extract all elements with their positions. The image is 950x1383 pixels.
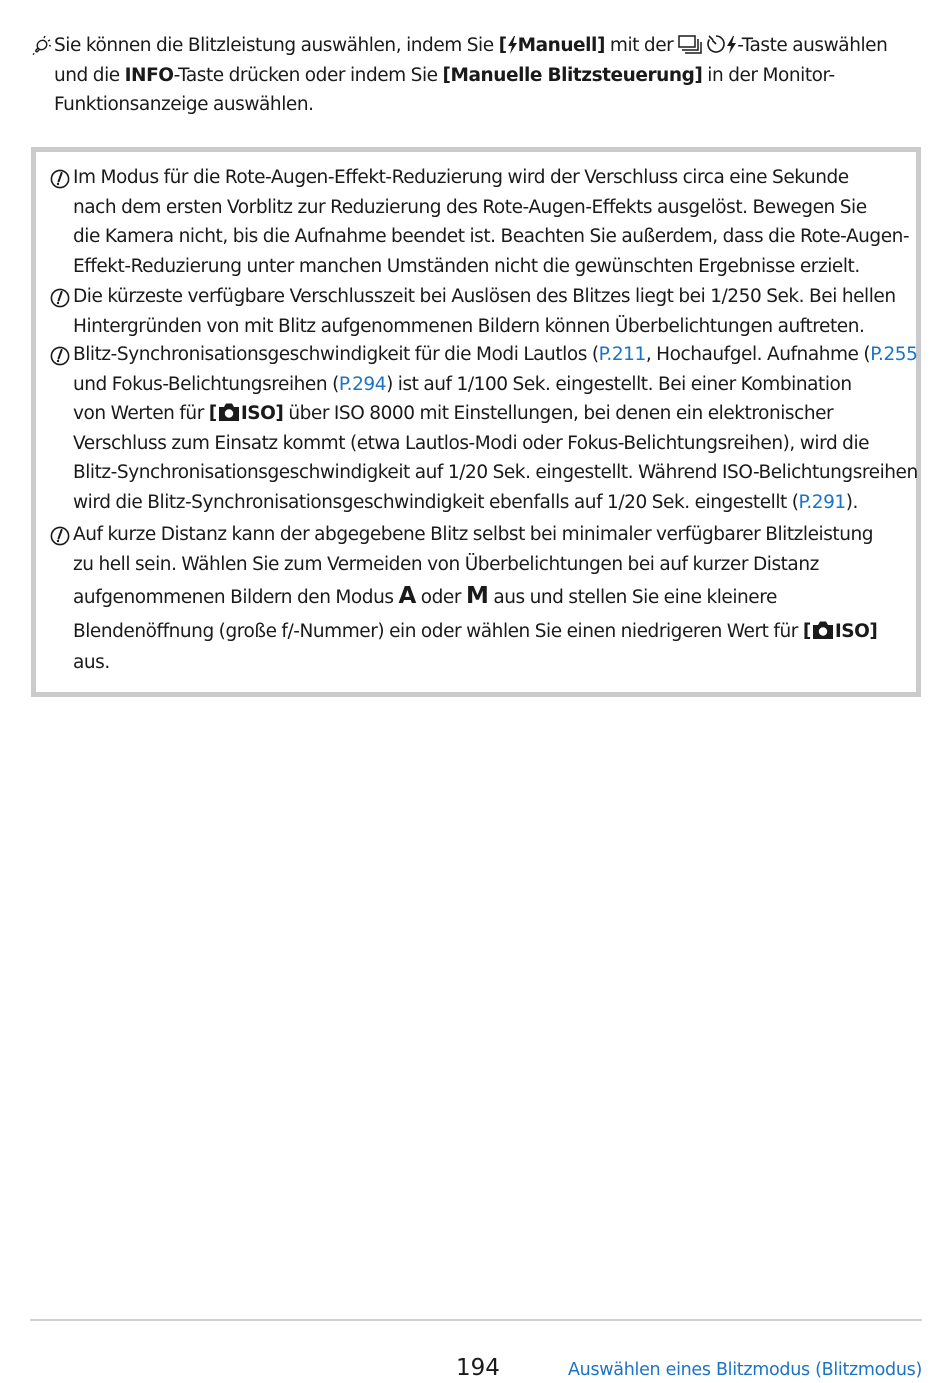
mode-m-label: M (465, 583, 489, 610)
caution-note-red-eye (73, 163, 909, 281)
note-line: aus. (73, 652, 110, 674)
tip-line-1: Sie können die Blitzleistung auswählen, indem Sie [ Manuell] mit der -Taste auswählen (54, 35, 888, 56)
iso-setting-label: ISO] (240, 403, 284, 425)
note-line: Verschluss zum Einsatz kommt (etwa Lautlos-Modi oder Fokus-Belichtungsreihen), wird die (73, 432, 870, 454)
manual-flash-control-label: [Manuelle Blitzsteuerung] (442, 64, 703, 86)
info-button-label: INFO (124, 64, 174, 86)
note-line: von Werten für [ ISO] über ISO 8000 mit Einstellungen, bei denen ein elektronischer (73, 403, 834, 425)
section-title-link[interactable]: Auswählen eines Blitzmodus (Blitzmodus) (568, 1360, 922, 1380)
self-timer-icon (706, 34, 726, 54)
camera-icon (811, 620, 835, 640)
flash-button-icon (726, 36, 737, 54)
note-line: Die kürzeste verfügbare Verschlusszeit bei Auslösen des Blitzes liegt bei 1/250 Sek. Bei hellen (73, 286, 896, 307)
note-line: und Fokus-Belichtungsreihen (P.294) ist auf 1/100 Sek. eingestellt. Bei einer Kombination (73, 373, 852, 395)
footer-divider (30, 1319, 922, 1321)
caution-note-sync-speed (73, 340, 918, 518)
page-link-p211[interactable]: P.211 (598, 344, 646, 365)
note-line: Hintergründen von mit Blitz aufgenommenen Bildern können Überbelichtungen auftreten. (73, 315, 865, 337)
page-link-p255[interactable]: P.255 (870, 344, 918, 365)
caution-icon (50, 169, 70, 189)
tip-line-3: Funktionsanzeige auswählen. (54, 94, 314, 116)
page-link-p291[interactable]: P.291 (798, 491, 846, 513)
note-line: nach dem ersten Vorblitz zur Reduzierung des Rote-Augen-Effekts ausgelöst. Bewegen Sie (73, 196, 867, 218)
note-line: Blendenöffnung (große f/-Nummer) ein oder wählen Sie einen niedrigeren Wert für [ ISO] (73, 621, 878, 643)
note-line: Effekt-Reduzierung unter manchen Umständen nicht die gewünschten Ergebnisse erzielt. (73, 255, 860, 277)
page-number: 194 (456, 1355, 500, 1381)
note-line: Blitz-Synchronisationsgeschwindigkeit auf 1/20 Sek. eingestellt. Während ISO-Belichtungsreihen (73, 462, 918, 484)
manual-mode-label: Manuell (517, 35, 597, 56)
caution-note-short-distance (73, 520, 877, 678)
drive-mode-icon (678, 34, 706, 54)
caution-note-shutter-speed (73, 282, 896, 341)
note-line: die Kamera nicht, bis die Aufnahme beendet ist. Beachten Sie außerdem, dass die Rote-Augen- (73, 226, 910, 248)
page-link-p294[interactable]: P.294 (338, 373, 387, 395)
iso-setting-label: ISO] (834, 621, 878, 643)
caution-icon (50, 526, 70, 546)
flash-icon (507, 36, 518, 54)
tip-paragraph (54, 31, 887, 120)
camera-icon (217, 402, 241, 422)
note-line: zu hell sein. Wählen Sie zum Vermeiden von Überbelichtungen bei auf kurzer Distanz (73, 553, 819, 575)
caution-icon (50, 346, 70, 366)
note-line: Im Modus für die Rote-Augen-Effekt-Reduzierung wird der Verschluss circa eine Sekunde (73, 167, 849, 188)
caution-icon (50, 288, 70, 308)
note-line: wird die Blitz-Synchronisationsgeschwindigkeit ebenfalls auf 1/20 Sek. eingestellt (P.291). (73, 491, 858, 513)
tip-line-2: und die INFO-Taste drücken oder indem Sie [Manuelle Blitzsteuerung] in der Monitor- (54, 64, 835, 86)
note-line: aufgenommenen Bildern den Modus A oder M aus und stellen Sie eine kleinere (73, 583, 777, 610)
lightbulb-hint-icon (30, 35, 52, 57)
note-line: Blitz-Synchronisationsgeschwindigkeit für die Modi Lautlos (P.211, Hochaufgel. Aufnahme (P.255 (73, 344, 918, 365)
note-line: Auf kurze Distanz kann der abgegebene Blitz selbst bei minimaler verfügbarer Blitzleistung (73, 524, 874, 545)
mode-a-label: A (398, 583, 416, 610)
